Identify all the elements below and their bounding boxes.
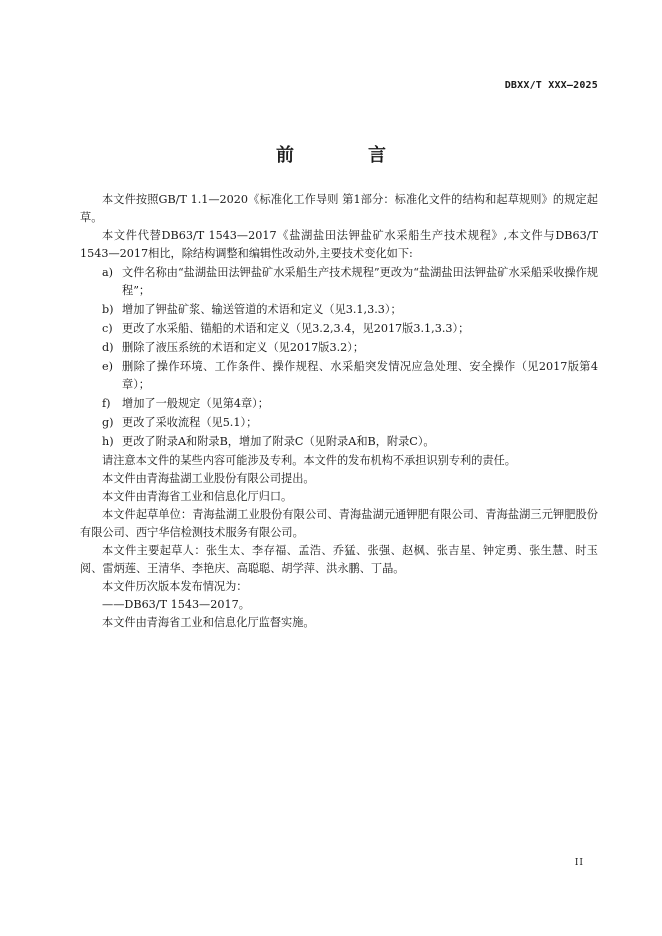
paragraph-proposer: 本文件由青海盐湖工业股份有限公司提出。 — [102, 472, 315, 485]
paragraph-administrator: 本文件由青海省工业和信息化厅归口。 — [102, 490, 293, 503]
list-item — [80, 433, 598, 451]
paragraph-supervision: 本文件由青海省工业和信息化厅监督实施。 — [102, 616, 315, 629]
list-item-marker: f) — [102, 397, 111, 410]
list-item — [80, 320, 598, 338]
list-item-text: 增加了一般规定（见第4章）； — [122, 397, 269, 410]
list-item-marker: d) — [102, 341, 114, 354]
list-item — [80, 339, 598, 357]
list-item-text: 更改了水采船、锚船的术语和定义（见3.2,3.4，见2017版3.1,3.3）； — [122, 322, 470, 335]
list-item — [80, 414, 598, 432]
list-item-text: 增加了钾盐矿浆、输送管道的术语和定义（见3.1,3.3）； — [122, 303, 402, 316]
document-code: DBXX/T XXX—2025 — [504, 80, 598, 91]
changes-list — [80, 264, 598, 451]
list-item — [80, 395, 598, 413]
list-item-marker: h) — [102, 435, 114, 448]
paragraph-replacement: 本文件代替DB63/T 1543—2017《盐湖盐田法钾盐矿水采船生产技术规程》,本文件与DB63/T 1543—2017相比，除结构调整和编辑性改动外,主要技术变化如下: — [80, 229, 598, 260]
list-item-marker: c) — [102, 322, 113, 335]
list-item-marker: g) — [102, 416, 114, 429]
list-item-text: 更改了采收流程（见5.1）； — [122, 416, 258, 429]
paragraph-version-history-intro: 本文件历次版本发布情况为： — [102, 580, 248, 593]
document-body — [80, 191, 598, 632]
list-item — [80, 264, 598, 300]
list-item-marker: e) — [102, 360, 113, 373]
list-item-text: 更改了附录A和附录B，增加了附录C（见附录A和B，附录C）。 — [122, 435, 435, 448]
page-title: 前 言 — [276, 145, 414, 166]
list-item-text: 删除了操作环境、工作条件、操作规程、水采船突发情况应急处理、安全操作（见2017版第4章）； — [122, 360, 598, 391]
list-item-text: 文件名称由“盐湖盐田法钾盐矿水采船生产技术规程”更改为“盐湖盐田法钾盐矿水采船采收操作规程”； — [122, 266, 598, 297]
list-item — [80, 301, 598, 319]
list-item-text: 删除了液压系统的术语和定义（见2017版3.2）； — [122, 341, 365, 354]
paragraph-drafting-units: 本文件起草单位：青海盐湖工业股份有限公司、青海盐湖元通钾肥有限公司、青海盐湖三元钾肥股份有限公司、西宁华信检测技术服务有限公司。 — [80, 508, 598, 539]
list-item — [80, 358, 598, 394]
list-item-marker: b) — [102, 303, 114, 316]
paragraph-patent-notice: 请注意本文件的某些内容可能涉及专利。本文件的发布机构不承担识别专利的责任。 — [102, 454, 516, 467]
paragraph-drafting-rules: 本文件按照GB/T 1.1—2020《标准化工作导则 第1部分：标准化文件的结构和起草规则》的规定起草。 — [80, 193, 598, 224]
page-number: II — [574, 858, 584, 868]
paragraph-version-history-item: ——DB63/T 1543—2017。 — [102, 598, 250, 611]
list-item-marker: a) — [102, 266, 114, 279]
paragraph-drafters: 本文件主要起草人：张生太、李存福、孟浩、乔猛、张强、赵枫、张吉星、钟定勇、张生慧、时玉阅、雷炳莲、王清华、李艳庆、高聪聪、胡学萍、洪永鹏、丁晶。 — [80, 544, 598, 575]
